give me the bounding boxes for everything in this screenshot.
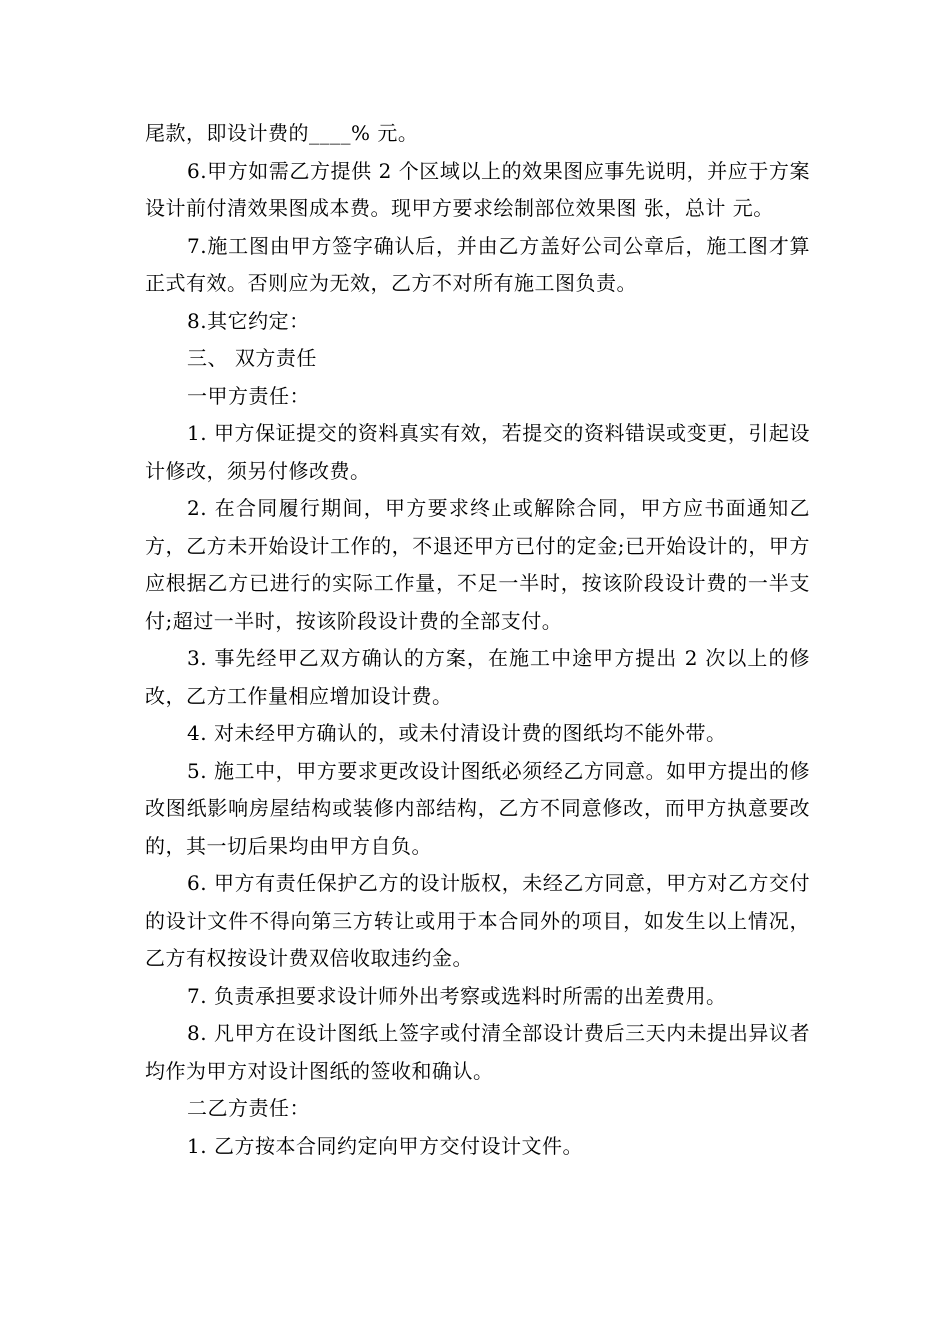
subheading-party-a: 一甲方责任： (187, 383, 310, 408)
section-heading-responsibilities: 三、 双方责任 (187, 346, 317, 370)
paragraph-final-payment: 尾款，即设计费的____% 元。 (145, 121, 419, 145)
subheading-party-b: 二乙方责任： (187, 1096, 310, 1120)
party-a-item-1: 1. 甲方保证提交的资料真实有效，若提交的资料错误或变更，引起设计修改，须另付修改费。 (145, 421, 810, 483)
party-a-item-7: 7. 负责承担要求设计师外出考察或选料时所需的出差费用。 (187, 983, 727, 1008)
party-a-item-2: 2. 在合同履行期间，甲方要求终止或解除合同，甲方应书面通知乙方，乙方未开始设计工作的，不退还甲方已付的定金;已开始设计的，甲方应根据乙方已进行的实际工作量，不足一半时，按该阶段设计费的一半支付;超过一半时，按该阶段设计费的全部支付。 (145, 496, 810, 633)
party-a-item-8: 8. 凡甲方在设计图纸上签字或付清全部设计费后三天内未提出异议者均作为甲方对设计图纸的签收和确认。 (145, 1021, 810, 1083)
party-a-item-3: 3. 事先经甲乙双方确认的方案，在施工中途甲方提出 2 次以上的修改，乙方工作量相应增加设计费。 (145, 646, 810, 708)
paragraph-clause-7-construction-drawings: 7.施工图由甲方签字确认后，并由乙方盖好公司公章后，施工图才算正式有效。否则应为无效，乙方不对所有施工图负责。 (145, 233, 810, 295)
party-a-item-4: 4. 对未经甲方确认的，或未付清设计费的图纸均不能外带。 (187, 721, 727, 745)
paragraph-clause-6-renderings: 6.甲方如需乙方提供 2 个区域以上的效果图应事先说明，并应于方案设计前付清效果图成本费。现甲方要求绘制部位效果图 张，总计 元。 (145, 158, 810, 220)
party-a-item-6: 6. 甲方有责任保护乙方的设计版权，未经乙方同意，甲方对乙方交付的设计文件不得向第三方转让或用于本合同外的项目，如发生以上情况，乙方有权按设计费双倍收取违约金。 (145, 871, 810, 970)
party-b-item-1: 1. 乙方按本合同约定向甲方交付设计文件。 (187, 1133, 583, 1158)
paragraph-clause-8-other: 8.其它约定： (187, 308, 310, 333)
party-a-item-5: 5. 施工中，甲方要求更改设计图纸必须经乙方同意。如甲方提出的修改图纸影响房屋结构或装修内部结构，乙方不同意修改，而甲方执意要改的，其一切后果均由甲方自负。 (145, 758, 810, 858)
document-body (145, 115, 810, 1165)
